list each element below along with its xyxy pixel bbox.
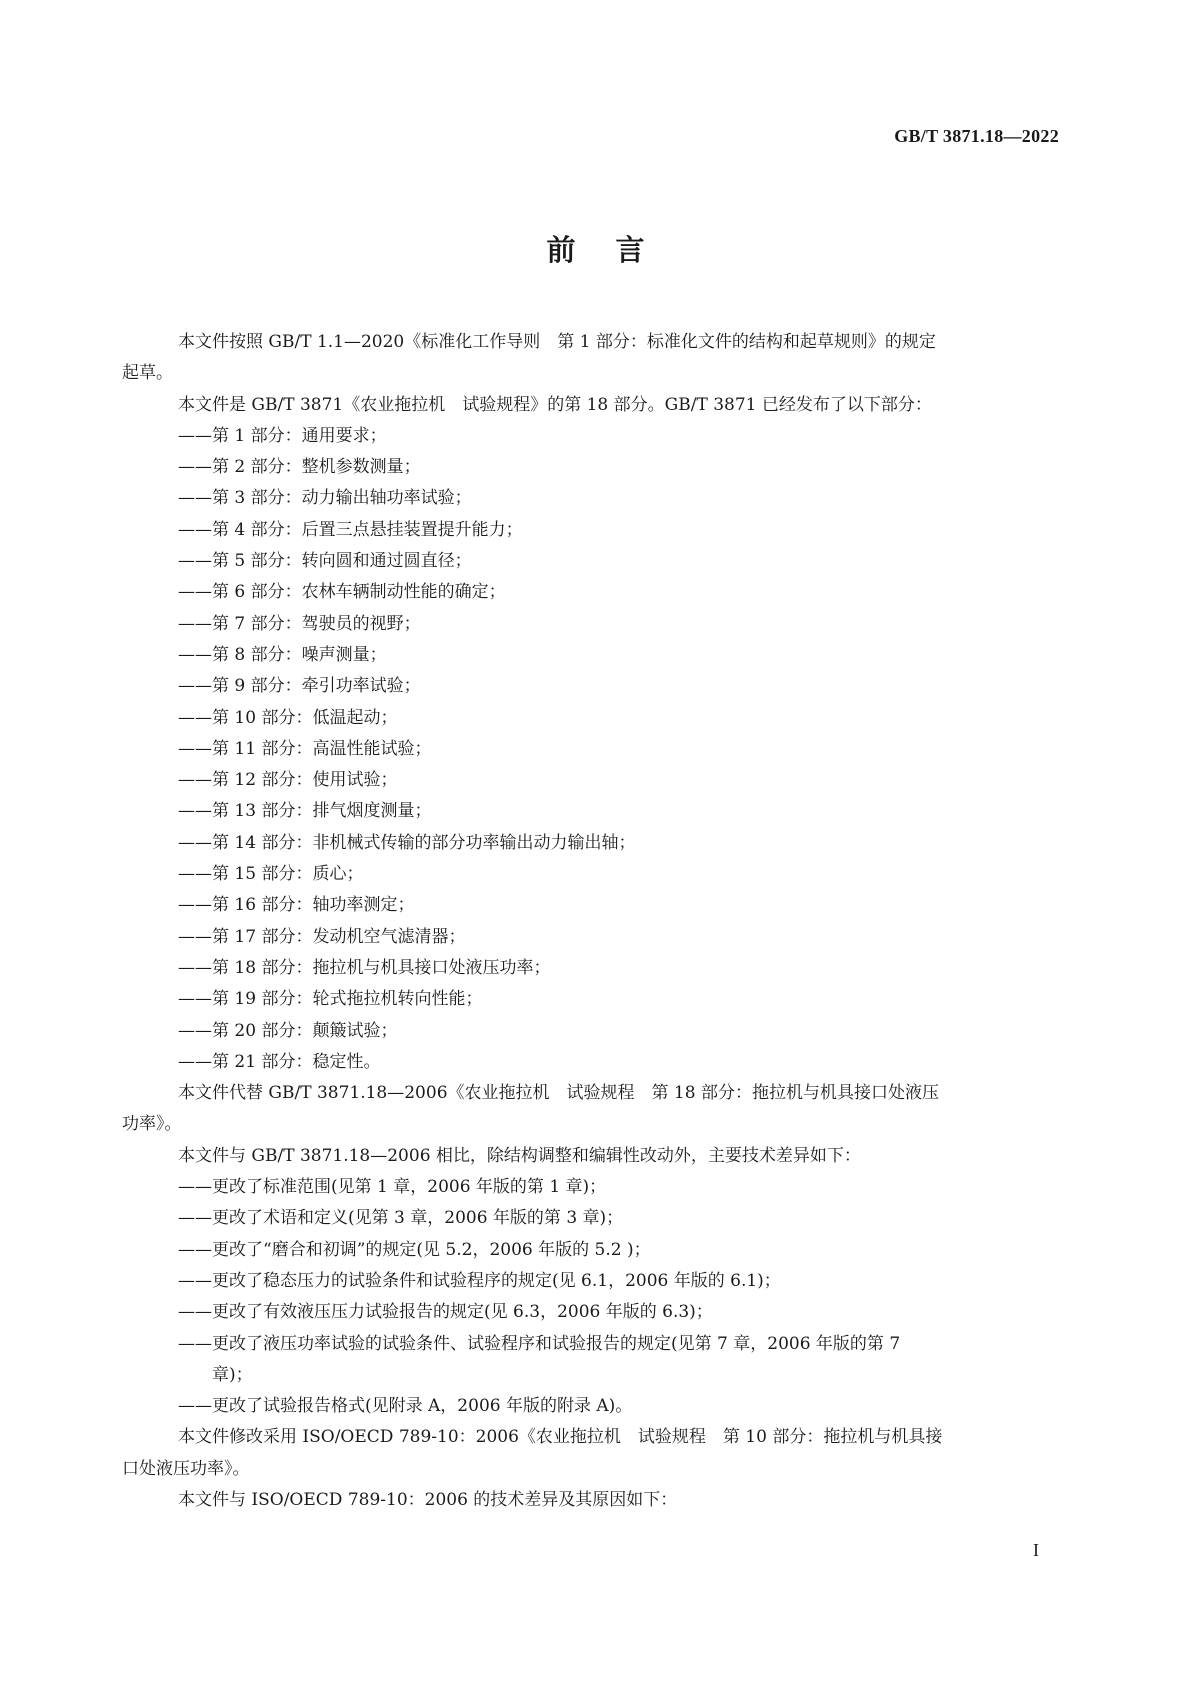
list-item-change: ——更改了液压功率试验的试验条件、试验程序和试验报告的规定(见第 7 章，2006 年版的第 7	[178, 1333, 901, 1354]
list-item-part: ——第 13 部分：排气烟度测量；	[178, 801, 432, 822]
paragraph-replaces: 本文件代替 GB/T 3871.18—2006《农业拖拉机 试验规程 第 18 部分：拖拉机与机具接口处液压	[178, 1083, 939, 1104]
list-item-part: ——第 7 部分：驾驶员的视野；	[178, 613, 421, 634]
paragraph-changes-intro: 本文件与 GB/T 3871.18—2006 相比，除结构调整和编辑性改动外，主要技术差异如下：	[178, 1145, 861, 1166]
list-item-change-cont: 章)；	[212, 1364, 253, 1385]
paragraph-replaces-cont: 功率》。	[122, 1114, 182, 1135]
list-item-part: ——第 21 部分：稳定性。	[178, 1051, 381, 1072]
list-item-part: ——第 2 部分：整机参数测量；	[178, 457, 421, 478]
list-item-change: ——更改了术语和定义(见第 3 章，2006 年版的第 3 章)；	[178, 1208, 624, 1229]
list-item-part: ——第 1 部分：通用要求；	[178, 425, 387, 446]
paragraph-drafting-rules: 本文件按照 GB/T 1.1—2020《标准化工作导则 第 1 部分：标准化文件的结构和起草规则》的规定	[178, 332, 936, 352]
list-item-part: ——第 12 部分：使用试验；	[178, 770, 398, 791]
list-item-part: ——第 19 部分：轮式拖拉机转向性能；	[178, 989, 483, 1010]
list-item-change: ——更改了有效液压压力试验报告的规定(见 6.3，2006 年版的 6.3)；	[178, 1302, 713, 1323]
list-item-change: ——更改了标准范围(见第 1 章，2006 年版的第 1 章)；	[178, 1177, 607, 1198]
paragraph-drafting-rules-cont: 起草。	[122, 363, 173, 384]
list-item-part: ——第 20 部分：颠簸试验；	[178, 1020, 398, 1041]
standard-number: GB/T 3871.18—2022	[894, 126, 1059, 146]
list-item-part: ——第 17 部分：发动机空气滤清器；	[178, 926, 466, 947]
foreword-body	[122, 327, 1070, 1516]
paragraph-adoption-cont: 口处液压功率》。	[122, 1458, 250, 1479]
list-item-part: ——第 6 部分：农林车辆制动性能的确定；	[178, 582, 506, 603]
list-item-part: ——第 4 部分：后置三点悬挂装置提升能力；	[178, 519, 523, 540]
paragraph-differences-intro: 本文件与 ISO/OECD 789-10：2006 的技术差异及其原因如下：	[178, 1489, 678, 1510]
list-item-part: ——第 10 部分：低温起动；	[178, 707, 398, 728]
list-item-part: ——第 3 部分：动力输出轴功率试验；	[178, 488, 472, 509]
list-item-change: ——更改了试验报告格式(见附录 A，2006 年版的附录 A)。	[178, 1396, 633, 1417]
list-item-part: ——第 18 部分：拖拉机与机具接口处液压功率；	[178, 957, 551, 978]
list-item-part: ——第 14 部分：非机械式传输的部分功率输出动力输出轴；	[178, 832, 636, 853]
list-item-part: ——第 8 部分：噪声测量；	[178, 644, 387, 665]
list-item-part: ——第 15 部分：质心；	[178, 864, 364, 885]
list-item-part: ——第 16 部分：轴功率测定；	[178, 895, 415, 916]
list-item-change: ——更改了“磨合和初调”的规定(见 5.2，2006 年版的 5.2 )；	[178, 1239, 651, 1260]
paragraph-adoption: 本文件修改采用 ISO/OECD 789-10：2006《农业拖拉机 试验规程 第 10 部分：拖拉机与机具接	[178, 1427, 943, 1448]
list-item-change: ——更改了稳态压力的试验条件和试验程序的规定(见 6.1，2006 年版的 6.1)；	[178, 1270, 781, 1291]
page-number: I	[1033, 1540, 1039, 1560]
list-item-part: ——第 11 部分：高温性能试验；	[178, 738, 432, 759]
list-item-part: ——第 5 部分：转向圆和通过圆直径；	[178, 551, 472, 572]
list-item-part: ——第 9 部分：牵引功率试验；	[178, 676, 421, 697]
paragraph-series-intro: 本文件是 GB/T 3871《农业拖拉机 试验规程》的第 18 部分。GB/T 3871 已经发布了以下部分：	[178, 394, 932, 415]
page-title: 前言	[546, 233, 685, 267]
